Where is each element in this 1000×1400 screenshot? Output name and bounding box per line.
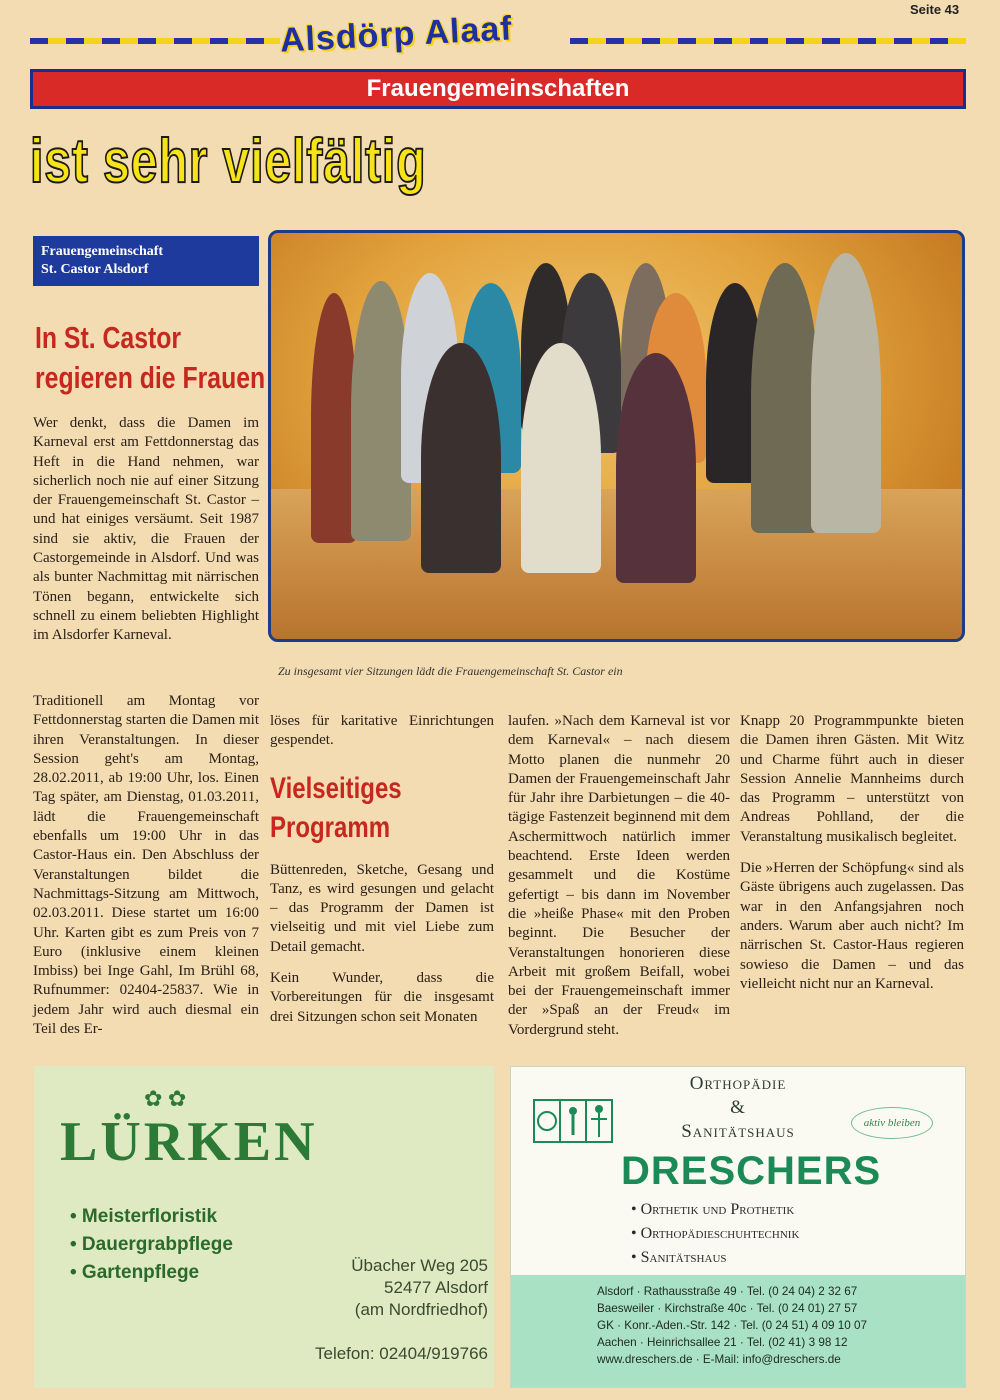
article-tag-box bbox=[33, 236, 259, 286]
dreschers-address: Baesweiler · Kirchstraße 40c · Tel. (0 24 01) 27 57 bbox=[597, 1302, 858, 1315]
subheading-1-line-2: regieren die Frauen bbox=[35, 360, 266, 396]
dreschers-service: • Orthetik und Prothetik bbox=[631, 1201, 795, 1218]
section-title: Frauengemeinschaften bbox=[366, 75, 630, 102]
column-4-paragraph-2: Die »Herren der Schöpfung« sind als Gäste übrigens auch zugelassen. Das war in den Anfangsjahren noch anders. Warum aber auch nicht? Im närrischen St. Castor-Haus regieren sowieso die Damen – und das vielleicht nicht nur an Karneval. bbox=[740, 860, 964, 992]
luerken-service: • Meisterfloristik bbox=[70, 1206, 218, 1227]
subheading-2-line-2: Programm bbox=[270, 810, 391, 844]
photo-person bbox=[421, 343, 501, 573]
dreschers-line-1: Orthopädie bbox=[689, 1073, 787, 1094]
column-2-paragraph-2: Kein Wunder, dass die Vorbereitungen für die insgesamt drei Sitzungen schon seit Monaten bbox=[270, 970, 494, 1025]
column-3 bbox=[508, 712, 730, 1052]
dreschers-logo: DRESCHERS bbox=[621, 1149, 882, 1193]
flower-icon: ✿ ✿ bbox=[144, 1086, 187, 1111]
luerken-service: • Gartenpflege bbox=[70, 1262, 200, 1283]
ad-luerken bbox=[34, 1066, 494, 1388]
column-2-paragraph-1: Büttenreden, Sketche, Gesang und Tanz, es wird gesungen und gelacht – das Programm der Damen ist vielseitig und mit viel Liebe zum Detail gemacht. bbox=[270, 861, 494, 955]
intro-column bbox=[33, 414, 259, 658]
column-1-text: Traditionell am Montag vor Fettdonnerstag starten die Damen mit ihren Veranstaltungen. In dieser Session geht's am Montag, 28.02.2011, ab 19:00 Uhr, los. Einen Tag später, am Dienstag, 01.03.2011, lädt die Frauengemeinschaft ebenfalls um 19:00 Uhr in das Castor-Haus ein. Den Abschluss der Veranstaltungen bildet die Nachmittags-Sitzung am Mittwoch, 02.03.2011. Diese startet um 16:00 Uhr. Karten gibt es zum Preis von 7 Euro (inklusive einem kleinen Imbiss) bei Inge Gahl, Im Brühl 68, Rufnummer: 02404-25837. Wie in jedem Jahr wird auch diesmal ein Teil des Er- bbox=[33, 693, 259, 1038]
dreschers-contact: www.dreschers.de · E-Mail: info@dreschers.de bbox=[597, 1353, 841, 1366]
dreschers-address: Aachen · Heinrichsallee 21 · Tel. (02 41) 3 98 12 bbox=[597, 1336, 848, 1349]
column-2-top-text: löses für karitative Einrichtungen gespendet. bbox=[270, 713, 494, 749]
dreschers-line-2: & bbox=[730, 1097, 746, 1118]
aktiv-badge: aktiv bleiben bbox=[851, 1107, 933, 1139]
header-stripe-left bbox=[30, 38, 280, 44]
column-3-text: laufen. »Nach dem Karneval ist vor dem Karneval« – nach diesem Motto planen die nunmehr 20 Damen der Frauengemeinschaft Jahr für Jahr ihre Darbietungen – die 40-tägige Fastenzeit beginnend mit dem Aschermittwoch natürlich immer beachtend. Erste Ideen werden gesammelt und die Kostüme gefertigt – bis dann im November die »heiße Phase« mit den Proben beginnt. Die Besucher der Veranstaltungen honorieren diese Arbeit mit großem Beifall, wobei bei der Frauengemeinschaft immer der »Spaß an der Freud« im Vordergrund steht. bbox=[508, 713, 730, 1038]
column-1 bbox=[33, 692, 259, 1051]
column-4-paragraph-1: Knapp 20 Programmpunkte bieten die Damen ihren Gästen. Mit Witz und Charme führt auch in dieser Session Annelie Mannheims durch das Programm – unterstützt von Andreas Pohlland, der die Veranstaltung musikalisch begleitet. bbox=[740, 713, 964, 845]
headline: ist sehr vielfältig bbox=[30, 127, 427, 196]
section-bar bbox=[30, 69, 966, 109]
group-photo bbox=[268, 230, 965, 642]
tag-line-2: St. Castor Alsdorf bbox=[41, 262, 149, 277]
luerken-address-1: Übacher Weg 205 bbox=[351, 1256, 488, 1275]
dreschers-address-box bbox=[511, 1275, 965, 1387]
subheading-2-line-1: Vielseitiges bbox=[270, 771, 402, 805]
dreschers-address: GK · Konr.-Aden.-Str. 142 · Tel. (0 24 51) 4 09 10 07 bbox=[597, 1319, 868, 1332]
page-number: Seite 43 bbox=[910, 2, 960, 17]
luerken-address-2: 52477 Alsdorf bbox=[384, 1278, 488, 1297]
luerken-service: • Dauergrabpflege bbox=[70, 1234, 233, 1255]
dreschers-service: • Orthopädieschuhtechnik bbox=[631, 1225, 800, 1242]
tag-line-1: Frauengemeinschaft bbox=[41, 244, 164, 259]
luerken-phone: Telefon: 02404/919766 bbox=[315, 1344, 488, 1363]
dreschers-address: Alsdorf · Rathausstraße 49 · Tel. (0 24 04) 2 32 67 bbox=[597, 1285, 858, 1298]
photo-person bbox=[751, 263, 819, 533]
photo-caption: Zu insgesamt vier Sitzungen lädt die Frauengemeinschaft St. Castor ein bbox=[278, 664, 623, 678]
intro-paragraph: Wer denkt, dass die Damen im Karneval erst am Fettdonnerstag das Heft in die Hand nehmen, war sicherlich noch nie auf einer Sitzung der Frauengemeinschaft St. Castor – und hat einiges versäumt. Seit 1987 sind sie aktiv, die Frauen der Castorgemeinde in Alsdorf. Und was als bunter Nachmittag mit närrischen Tönen begann, entwickelte sich schnell zu einem beliebten Highlight im Alsdorfer Karneval. bbox=[33, 415, 259, 644]
photo-person bbox=[521, 343, 601, 573]
subheading-1-line-1: In St. Castor bbox=[35, 320, 182, 355]
subheading-1 bbox=[35, 318, 267, 399]
dreschers-line-3: Sanitätshaus bbox=[681, 1121, 795, 1142]
photo-person bbox=[616, 353, 696, 583]
luerken-address-3: (am Nordfriedhof) bbox=[354, 1300, 488, 1319]
ad-dreschers bbox=[510, 1066, 966, 1388]
column-4 bbox=[740, 712, 964, 1006]
subheading-2 bbox=[270, 769, 494, 847]
photo-person bbox=[811, 253, 881, 533]
luerken-logo: LÜRKEN bbox=[60, 1111, 318, 1173]
dreschers-service: • Sanitätshaus bbox=[631, 1249, 727, 1266]
masthead-logo: Alsdörp Alaaf bbox=[278, 9, 514, 60]
header-stripe-right bbox=[570, 38, 966, 44]
column-2 bbox=[270, 712, 494, 1039]
